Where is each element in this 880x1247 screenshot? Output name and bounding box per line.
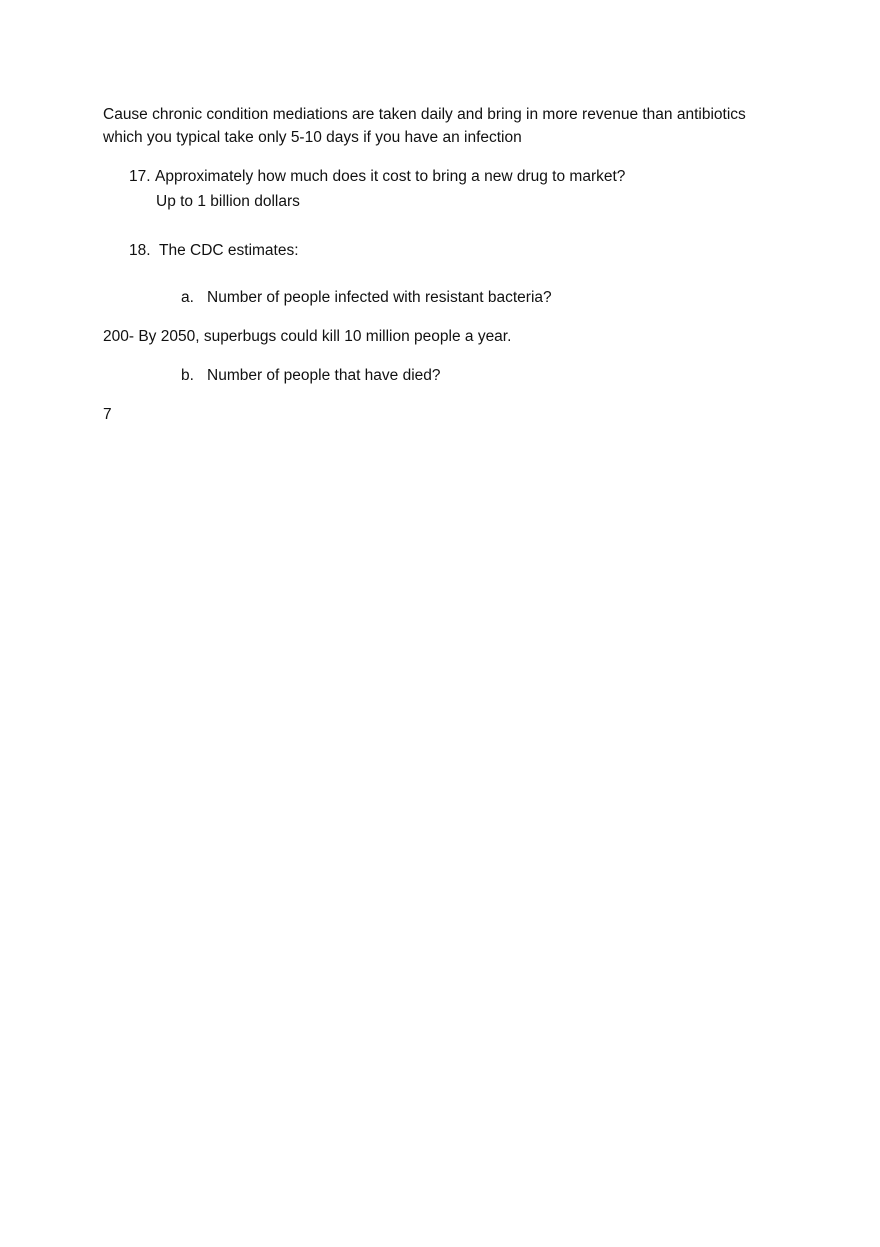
answer-18b: 7: [103, 406, 112, 423]
question-18-text: The CDC estimates:: [159, 242, 299, 259]
question-18-number: 18.: [129, 242, 151, 259]
question-18a-text: Number of people infected with resistant bacteria?: [207, 289, 552, 306]
question-17-text: Approximately how much does it cost to bring a new drug to market?: [155, 168, 626, 185]
question-17: [129, 166, 625, 188]
question-18b-letter: b.: [181, 367, 194, 384]
question-18b-text: Number of people that have died?: [207, 367, 441, 384]
question-17-number: 17.: [129, 168, 151, 185]
intro-paragraph-line-1: Cause chronic condition mediations are taken daily and bring in more revenue than antibiotics: [103, 106, 746, 123]
question-18a: [181, 287, 552, 309]
question-18: [129, 240, 299, 262]
intro-paragraph-line-2: which you typical take only 5-10 days if you have an infection: [103, 129, 522, 146]
question-18b: [181, 365, 441, 387]
question-18a-letter: a.: [181, 289, 194, 306]
answer-17: Up to 1 billion dollars: [156, 193, 300, 210]
answer-18a: 200- By 2050, superbugs could kill 10 million people a year.: [103, 328, 512, 345]
